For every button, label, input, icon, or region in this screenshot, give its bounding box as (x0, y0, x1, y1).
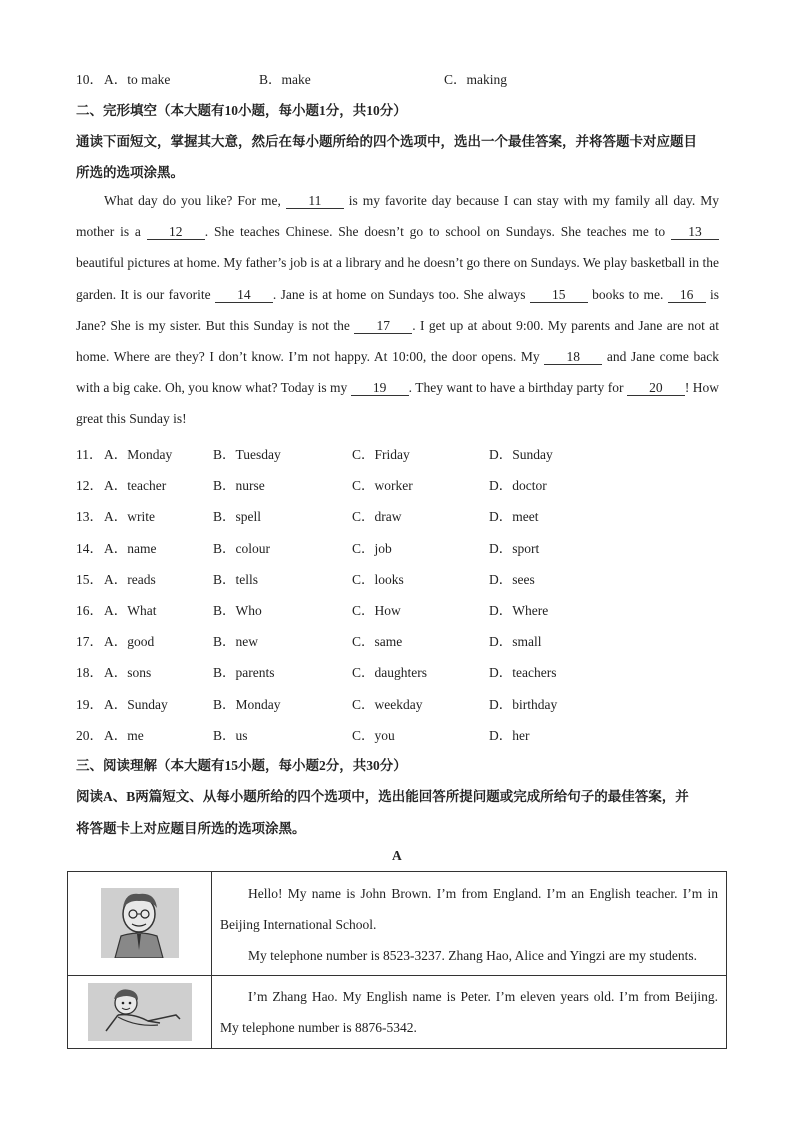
picture-cell (68, 976, 212, 1049)
blank-13: 13 (671, 225, 719, 240)
option-c: C．you (352, 728, 395, 743)
instruction-line: 阅读A、B两篇短文、从每小题所给的四个选项中，选出能回答所提问题或完成所给句子的最佳答案，并 (76, 789, 689, 804)
passage-text: . I get up at about 9:00. My parents and Jane are not at home. Where are they? I don’t know. I’m not happy. At 10:00, the door opens. My (76, 317, 719, 365)
option-d: D．birthday (489, 697, 558, 712)
blank-11: 11 (286, 194, 344, 209)
boy-reclining-icon (88, 983, 192, 1041)
option-a: A．good (104, 634, 155, 649)
question-20-options (76, 724, 676, 744)
passage-text: . She teaches Chinese. She doesn’t go to school on Sundays. She teaches me to (204, 224, 671, 240)
question-number: 12． (76, 478, 103, 493)
option-a: A．to make (104, 72, 171, 87)
option-b: B．Who (213, 603, 262, 618)
instruction-line: 通读下面短文，掌握其大意，然后在每小题所给的四个选项中，选出一个最佳答案，并将答题卡对应题目 (76, 134, 697, 149)
passage-text: is my favorite day because I can stay with my family all day. My mother is a (76, 193, 719, 240)
option-c: C．Friday (352, 447, 410, 462)
question-number: 19． (76, 697, 103, 712)
option-c: C．job (352, 541, 392, 556)
student-intro (212, 976, 726, 1043)
option-a: A．Monday (104, 447, 173, 462)
option-d: D．sees (489, 572, 535, 587)
option-a: A．reads (104, 572, 156, 587)
passage-text: . They want to have a birthday party for (408, 380, 627, 396)
option-d: D．teachers (489, 665, 557, 680)
blank-14: 14 (215, 288, 273, 303)
question-13-options (76, 505, 676, 525)
blank-20: 20 (627, 381, 685, 396)
option-b: B．make (259, 72, 311, 87)
blank-15: 15 (530, 288, 588, 303)
option-b: B．Monday (213, 697, 281, 712)
option-b: B．spell (213, 509, 262, 524)
blank-19: 19 (351, 381, 409, 396)
option-a: A．me (104, 728, 144, 743)
option-b: B．tells (213, 572, 259, 587)
cloze-passage (76, 185, 719, 435)
option-c: C．weekday (352, 697, 423, 712)
option-d: D．meet (489, 509, 539, 524)
option-c: C．same (352, 634, 403, 649)
question-number: 14． (76, 541, 103, 556)
question-number: 11． (76, 447, 103, 462)
blank-12: 12 (147, 225, 205, 240)
question-17-options (76, 630, 676, 650)
passage-text: What day do you like? For me, (104, 193, 286, 208)
question-15-options (76, 568, 676, 588)
question-number: 10． (76, 72, 103, 87)
option-c: C．draw (352, 509, 402, 524)
question-number: 15． (76, 572, 103, 587)
question-number: 18． (76, 665, 103, 680)
option-a: A．teacher (104, 478, 167, 493)
question-number: 17． (76, 634, 103, 649)
question-14-options (76, 537, 676, 557)
teacher-intro (212, 872, 726, 971)
passage-text: . Jane is at home on Sundays too. She always (272, 286, 530, 302)
option-b: B．Tuesday (213, 447, 281, 462)
instruction-line: 所选的选项涂黑。 (76, 165, 184, 180)
table-row (68, 976, 727, 1049)
passage-text: beautiful pictures at home. My father’s job is at a library and he doesn’t go there on Sundays. We play basketball in the garden. It is our favorite (76, 255, 720, 302)
table-row (68, 872, 727, 976)
section-heading-cloze: 二、完形填空（本大题有10小题，每小题1分，共10分） (76, 103, 407, 118)
question-19-options (76, 693, 676, 713)
student-intro-paragraph: I’m Zhang Hao. My English name is Peter. I’m eleven years old. I’m from Beijing. My telephone number is 8876-5342. (220, 989, 718, 1035)
option-c: C．How (352, 603, 401, 618)
option-b: B．new (213, 634, 258, 649)
option-b: B．colour (213, 541, 270, 556)
question-10-options (76, 68, 676, 88)
option-b: B．nurse (213, 478, 265, 493)
option-d: D．small (489, 634, 542, 649)
option-a: A．Sunday (104, 697, 168, 712)
option-c: C．worker (352, 478, 413, 493)
reading-table (67, 871, 727, 1049)
option-a: A．What (104, 603, 157, 618)
option-b: B．us (213, 728, 248, 743)
passage-text: and Jane come back with a big cake. Oh, you know what? Today is my (76, 349, 720, 396)
question-number: 20． (76, 728, 103, 743)
teacher-portrait-image (101, 888, 179, 958)
option-d: D．her (489, 728, 530, 743)
option-b: B．parents (213, 665, 275, 680)
option-d: D．doctor (489, 478, 547, 493)
option-a: A．write (104, 509, 155, 524)
option-d: D．sport (489, 541, 540, 556)
passage-text: is Jane? She is my sister. But this Sunday is not the (76, 286, 719, 333)
passage-text: books to me. (587, 286, 668, 302)
blank-16: 16 (668, 288, 706, 303)
question-12-options (76, 474, 676, 494)
text-cell (212, 872, 727, 976)
instruction-line: 将答题卡上对应题目所选的选项涂黑。 (76, 821, 306, 836)
option-c: C．making (444, 72, 507, 87)
passage-text: ! How great this Sunday is! (76, 380, 719, 427)
option-a: A．name (104, 541, 157, 556)
question-16-options (76, 599, 676, 619)
blank-18: 18 (544, 350, 602, 365)
boy-image (88, 983, 192, 1041)
question-18-options (76, 661, 676, 681)
passage-label: A (392, 848, 402, 863)
option-c: C．daughters (352, 665, 427, 680)
option-c: C．looks (352, 572, 404, 587)
question-11-options (76, 443, 676, 463)
option-d: D．Where (489, 603, 549, 618)
picture-cell (68, 872, 212, 976)
option-d: D．Sunday (489, 447, 553, 462)
text-cell (212, 976, 727, 1049)
question-number: 16． (76, 603, 103, 618)
teacher-intro-paragraph: Hello! My name is John Brown. I’m from England. I’m an English teacher. I’m in Beijing International School. (220, 886, 718, 932)
blank-17: 17 (354, 319, 412, 334)
question-number: 13． (76, 509, 103, 524)
teacher-portrait-icon (101, 888, 179, 958)
option-a: A．sons (104, 665, 152, 680)
teacher-phone-paragraph: My telephone number is 8523-3237. Zhang Hao, Alice and Yingzi are my students. (248, 948, 698, 963)
section-heading-reading: 三、阅读理解（本大题有15小题，每小题2分，共30分） (76, 758, 407, 773)
